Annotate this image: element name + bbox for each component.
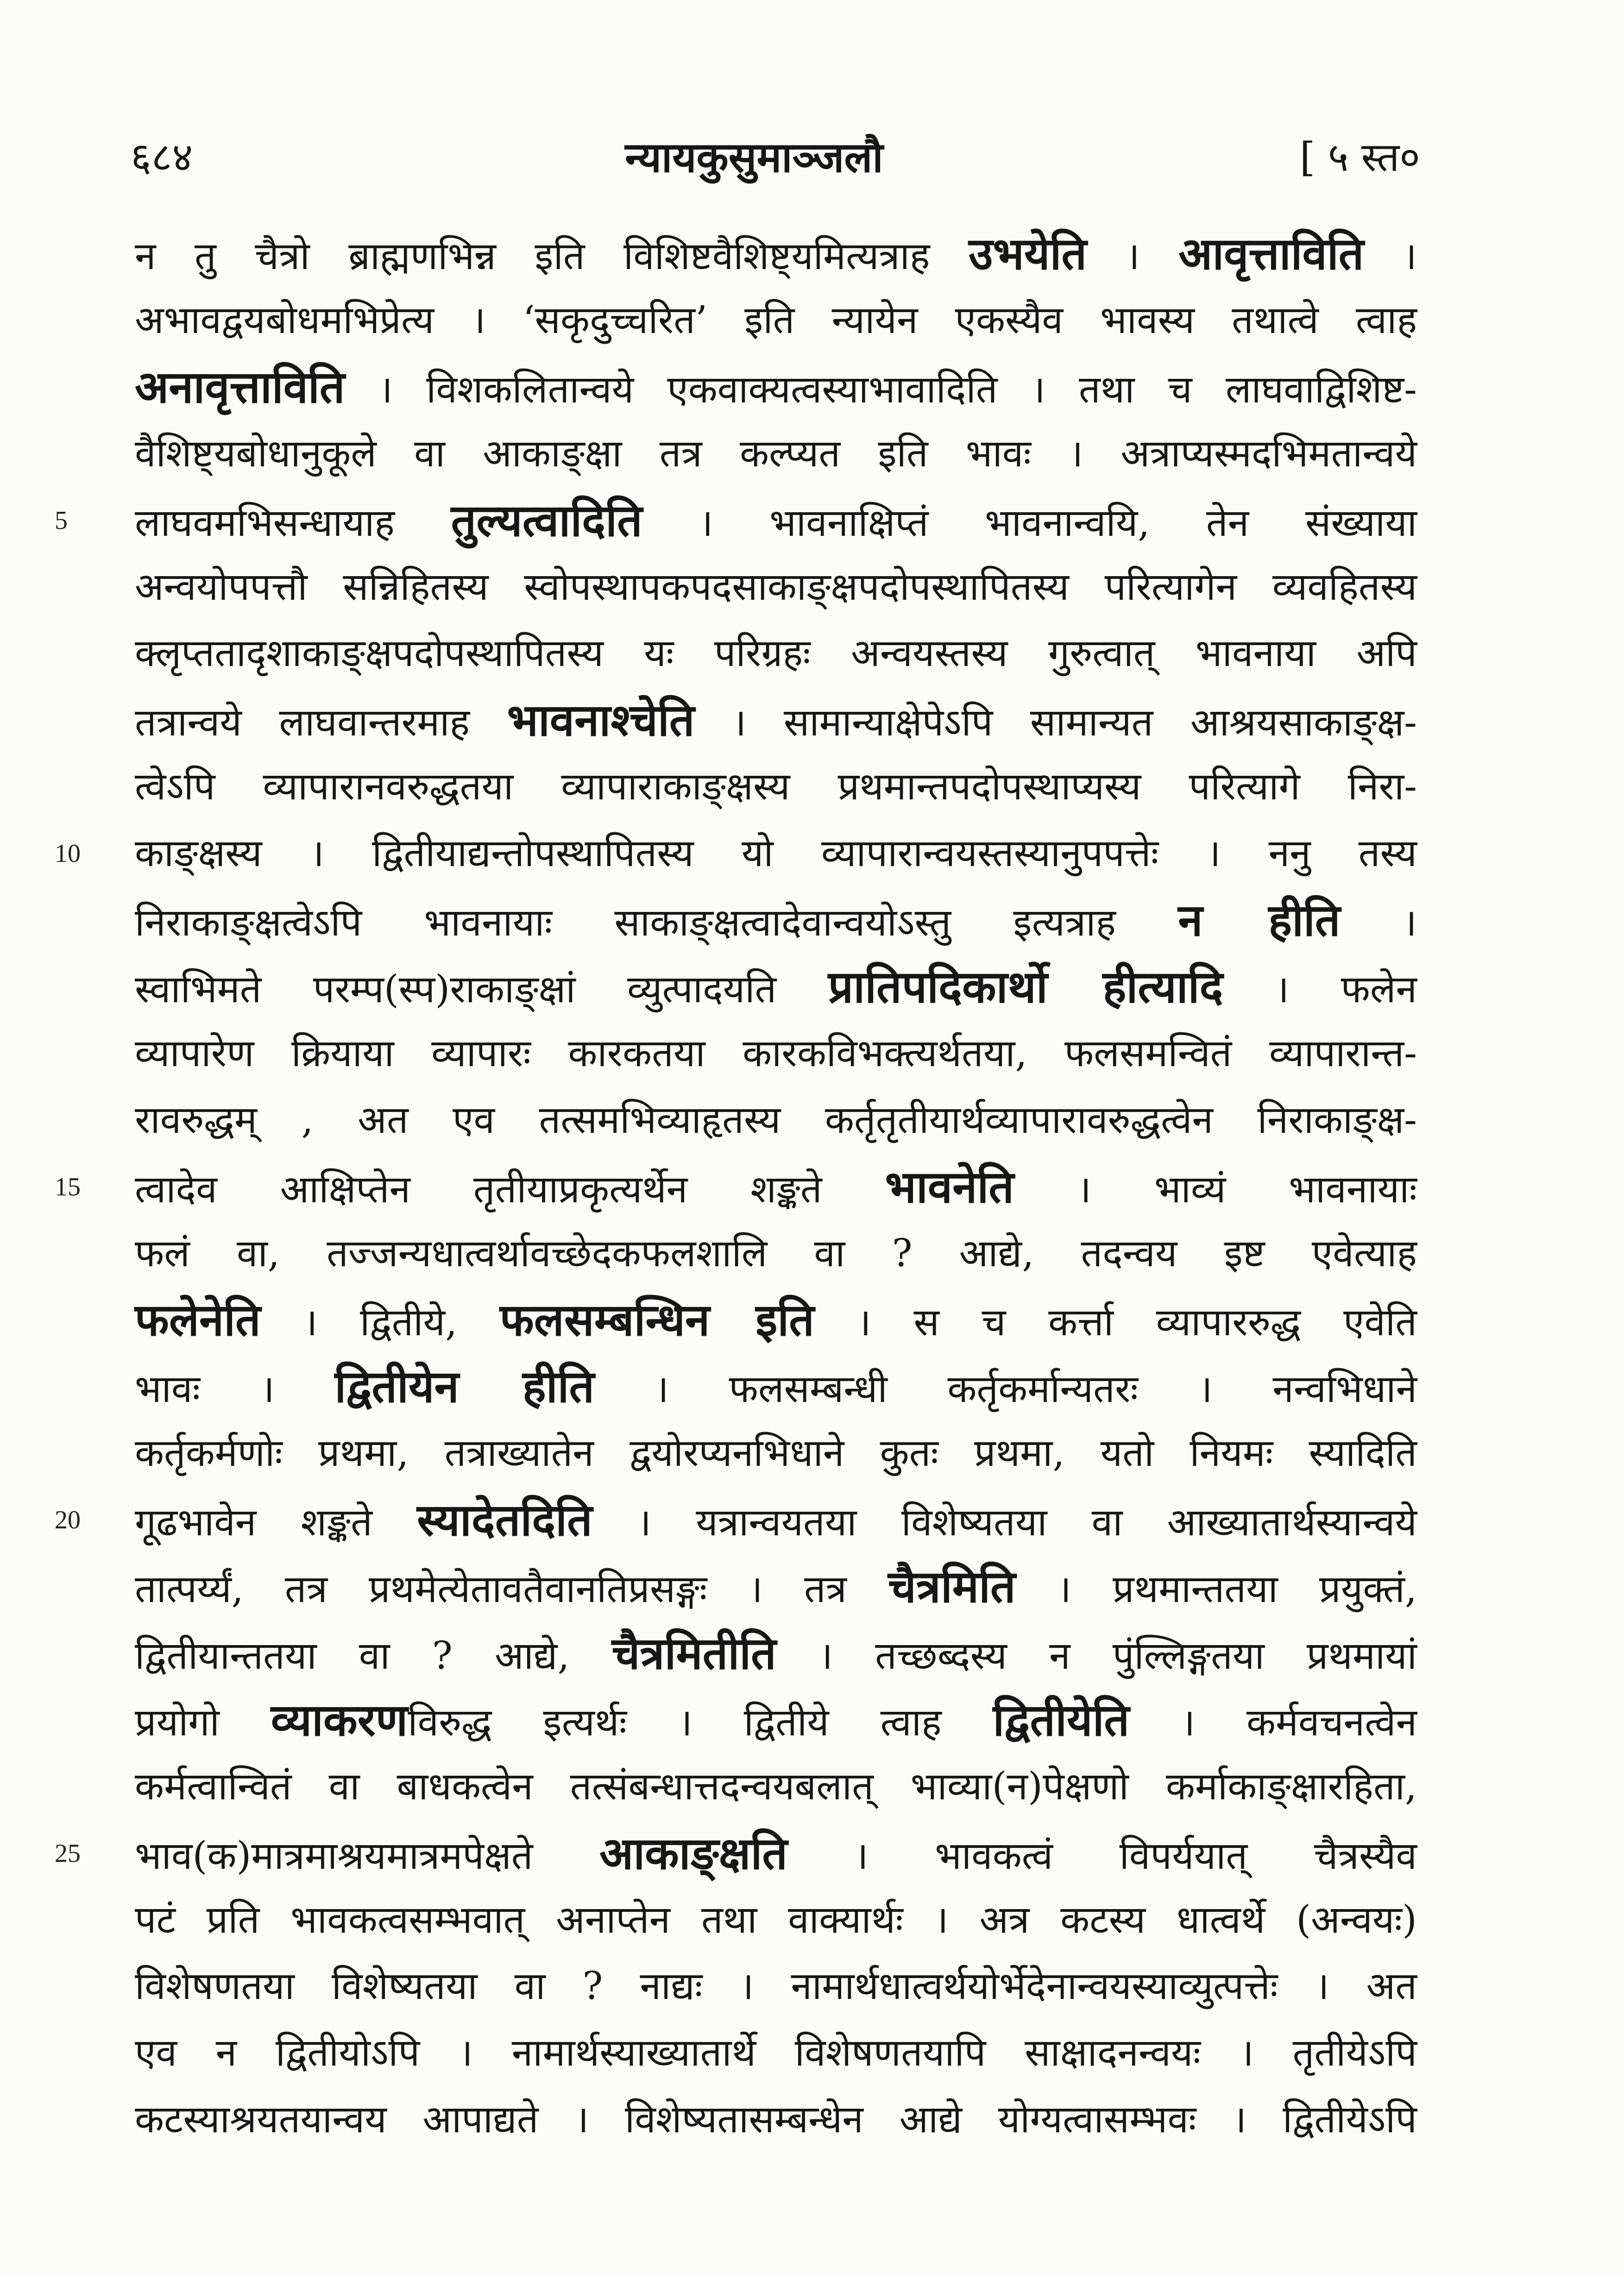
text-run: वैशिष्ट्यबोधानुकूले वा आकाङ्क्षा तत्र कल्प्यत इति भावः । अत्राप्यस्मदभिमतान्वये: [135, 431, 1417, 476]
text-line: [0, 287, 1624, 354]
text-line: [0, 1154, 1624, 1220]
line-text: [135, 2020, 1417, 2086]
line-text: [135, 1420, 1417, 1487]
pratika-term: अनावृत्ताविति: [135, 360, 345, 413]
text-line: [0, 1287, 1624, 1353]
line-text: [135, 2086, 1417, 2153]
text-run: । फलेन: [1223, 967, 1417, 1012]
text-run: । प्रथमान्ततया प्रयुक्तं,: [1015, 1567, 1417, 1611]
line-text: [135, 620, 1417, 687]
text-run: त्वेऽपि व्यापारानवरुद्धतया व्यापाराकाङ्क्षस्य प्रथमान्तपदोपस्थाप्यस्य परित्यागे निरा-: [135, 765, 1417, 809]
pratika-term: फलेनेति: [135, 1294, 261, 1346]
text-run: गूढभावेन शङ्कते: [135, 1501, 417, 1545]
text-line: [0, 1753, 1624, 1820]
text-run: भावः ।: [135, 1367, 335, 1412]
text-run: । सामान्याक्षेपेऽपि सामान्यत आश्रयसाकाङ्क्ष-: [694, 701, 1417, 745]
pratika-term: आकाङ्क्षति: [599, 1827, 788, 1879]
text-run: अभावद्वयबोधमभिप्रेत्य । ‘सकृदुच्चरित’ इति न्यायेन एकस्यैव भावस्य तथात्वे त्वाह: [135, 298, 1417, 342]
pratika-term: भावनाश्चेति: [507, 694, 695, 747]
text-run: विरुद्ध इत्यर्थः । द्वितीये त्वाह: [408, 1700, 993, 1745]
text-run: कर्मत्वान्वितं वा बाधकत्वेन तत्संबन्धात्तदन्वयबलात् भाव्या(न)पेक्षणो कर्माकाङ्क्षारहिता,: [135, 1764, 1417, 1809]
text-run: कटस्याश्रयतयान्वय आपाद्यते । विशेष्यतासम्बन्धेन आद्ये योग्यत्वासम्भवः । द्वितीयेऽपि: [135, 2098, 1417, 2142]
text-line: [0, 1087, 1624, 1154]
line-text: [135, 1553, 1417, 1623]
text-line: [0, 1353, 1624, 1420]
line-text: [135, 1687, 1417, 1756]
text-line: [0, 887, 1624, 954]
line-text: [135, 1953, 1417, 2020]
text-run: प्रयोगो: [135, 1700, 271, 1745]
text-line: [0, 1620, 1624, 1687]
line-number: 5: [55, 506, 68, 535]
text-run: । कर्मवचनत्वेन: [1129, 1700, 1417, 1745]
text-run: । स च कर्त्ता व्यापाररुद्ध एवेति: [814, 1301, 1417, 1345]
line-number: 15: [55, 1172, 81, 1201]
text-run: ।: [1364, 234, 1417, 278]
text-run: अन्वयोपपत्तौ सन्निहितस्य स्वोपस्थापकपदसाकाङ्क्षपदोपस्थापितस्य परित्यागेन व्यवहितस्य: [135, 565, 1417, 609]
text-run: रावरुद्धम् , अत एव तत्समभिव्याहृतस्य कर्तृतृतीयार्थव्यापारावरुद्धत्वेन निराकाङ्क्ष-: [135, 1098, 1417, 1142]
line-text: [135, 687, 1417, 756]
text-run: । यत्रान्वयतया विशेष्यतया वा आख्यातार्थस्यान्वये: [592, 1501, 1417, 1545]
text-line: [0, 1953, 1624, 2020]
pratika-term: न हीति: [1178, 894, 1341, 946]
text-run: ।: [1087, 234, 1179, 278]
line-text: [135, 554, 1417, 621]
text-line: [0, 220, 1624, 287]
line-number: 25: [55, 1839, 81, 1868]
text-run: निराकाङ्क्षत्वेऽपि भावनायाः साकाङ्क्षत्वादेवान्वयोऽस्तु इत्यत्राह: [135, 901, 1178, 945]
text-run: क्लृप्ततादृशाकाङ्क्षपदोपस्थापितस्य यः परिग्रहः अन्वयस्तस्य गुरुत्वात् भावनाया अपि: [135, 631, 1417, 676]
line-text: [135, 1620, 1417, 1690]
pratika-term: चैत्रमितीति: [611, 1627, 776, 1679]
text-line: [0, 1220, 1624, 1287]
line-number: 20: [55, 1506, 81, 1535]
text-run: द्वितीयान्ततया वा ? आद्ये,: [135, 1634, 612, 1678]
text-line: [0, 1887, 1624, 1954]
text-line: [0, 354, 1624, 421]
text-run: । फलसम्बन्धी कर्तृकर्मान्यतरः । नन्वभिधाने: [594, 1367, 1417, 1412]
line-text: [135, 1220, 1417, 1287]
text-line: [0, 487, 1624, 554]
text-run: ।: [1340, 901, 1417, 945]
pratika-term: आवृत्ताविति: [1178, 227, 1364, 280]
text-run: लाघवमभिसन्धायाह: [135, 501, 451, 545]
pratika-term: प्रातिपदिकार्थो हीत्यादि: [828, 960, 1223, 1013]
text-run: । विशकलितान्वये एकवाक्यत्वस्याभावादिति । तथा च लाघवाद्विशिष्ट-: [345, 367, 1417, 412]
text-line: [0, 687, 1624, 754]
pratika-term: भावनेति: [885, 1160, 1014, 1213]
line-text: [135, 354, 1417, 423]
line-text: [135, 754, 1417, 820]
line-text: [135, 1087, 1417, 1154]
page-number: ६८४: [131, 134, 193, 181]
text-line: [0, 1553, 1624, 1620]
line-text: [135, 1753, 1417, 1820]
line-text: [135, 820, 1417, 887]
text-run: । भावकत्वं विपर्ययात् चैत्रस्यैव: [787, 1834, 1417, 1878]
text-line: [0, 754, 1624, 820]
text-line: [0, 1820, 1624, 1887]
line-text: [135, 287, 1417, 354]
section-marker: [ ५ स्त०: [1299, 134, 1420, 181]
line-text: [135, 1887, 1417, 1954]
text-run: तत्रान्वये लाघवान्तरमाह: [135, 701, 507, 745]
pratika-term: तुल्यत्वादिति: [451, 494, 642, 547]
line-text: [135, 487, 1417, 557]
pratika-term: स्यादेतदिति: [417, 1494, 592, 1546]
text-run: कर्तृकर्मणोः प्रथमा, तत्राख्यातेन द्वयोरप्यनभिधाने कुतः प्रथमा, यतो नियमः स्यादिति: [135, 1431, 1417, 1476]
pratika-term: चैत्रमिति: [888, 1560, 1016, 1613]
line-text: [135, 1287, 1417, 1356]
text-line: [0, 820, 1624, 887]
text-run: विशेषणतया विशेष्यतया वा ? नाद्यः । नामार्थधात्वर्थयोर्भेदेनान्वयस्याव्युत्पत्तेः । अत: [135, 1964, 1417, 2009]
text-line: [0, 2020, 1624, 2086]
text-run: फलं वा, तज्जन्यधात्वर्थावच्छेदकफलशालि वा ? आद्ये, तदन्वय इष्ट एवेत्याह: [135, 1231, 1417, 1276]
text-run: त्वादेव आक्षिप्तेन तृतीयाप्रकृत्यर्थेन शङ्कते: [135, 1167, 885, 1212]
line-number: 10: [55, 839, 81, 868]
line-text: [135, 1820, 1417, 1890]
text-line: [0, 620, 1624, 687]
text-run: । तच्छब्दस्य न पुंल्लिङ्गतया प्रथमायां: [776, 1634, 1417, 1678]
pratika-term: व्याकरण: [271, 1693, 408, 1746]
line-text: [135, 1020, 1417, 1087]
text-line: [0, 1487, 1624, 1553]
text-line: [0, 1020, 1624, 1087]
text-run: । भावनाक्षिप्तं भावनान्वयि, तेन संख्याया: [642, 501, 1417, 545]
line-text: [135, 1487, 1417, 1556]
line-text: [135, 1154, 1417, 1223]
text-run: पटं प्रति भावकत्वसम्भवात् अनाप्तेन तथा वाक्यार्थः । अत्र कटस्य धात्वर्थे (अन्वयः): [135, 1898, 1417, 1942]
text-run: एव न द्वितीयोऽपि । नामार्थस्याख्यातार्थे विशेषणतयापि साक्षादनन्वयः । तृतीयेऽपि: [135, 2031, 1417, 2075]
text-line: [0, 1420, 1624, 1487]
line-text: [135, 1353, 1417, 1423]
text-run: भाव(क)मात्रमाश्रयमात्रमपेक्षते: [135, 1834, 600, 1878]
text-run: स्वाभिमते परम्प(स्प)राकाङ्क्षां व्युत्पादयति: [135, 967, 828, 1012]
text-run: व्यापारेण क्रियाया व्यापारः कारकतया कारकविभक्त्यर्थतया, फलसमन्वितं व्यापारान्त-: [135, 1031, 1417, 1075]
line-text: [135, 954, 1417, 1023]
pratika-term: फलसम्बन्धिन इति: [499, 1294, 814, 1346]
pratika-term: द्वितीयेन हीति: [334, 1360, 595, 1413]
text-line: [0, 554, 1624, 621]
text-run: । भाव्यं भावनायाः: [1014, 1167, 1417, 1212]
text-line: [0, 421, 1624, 487]
line-text: [135, 887, 1417, 956]
text-run: तात्पर्य्यं, तत्र प्रथमेत्येतावतैवानतिप्रसङ्गः । तत्र: [135, 1567, 888, 1611]
pratika-term: द्वितीयेति: [993, 1693, 1130, 1746]
text-line: [0, 1687, 1624, 1753]
text-run: काङ्क्षस्य । द्वितीयाद्यन्तोपस्थापितस्य यो व्यापारान्वयस्तस्यानुपपत्तेः । ननु तस्य: [135, 831, 1417, 876]
pratika-term: उभयेति: [968, 227, 1087, 280]
text-line: [0, 2086, 1624, 2153]
text-run: । द्वितीये,: [260, 1301, 500, 1345]
line-text: [135, 220, 1417, 290]
line-text: [135, 421, 1417, 487]
running-title: न्यायकुसुमाञ्जलौ: [625, 133, 883, 182]
text-run: न तु चैत्रो ब्राह्मणभिन्न इति विशिष्टवैशिष्ट्यमित्यत्राह: [135, 234, 969, 278]
text-line: [0, 954, 1624, 1020]
